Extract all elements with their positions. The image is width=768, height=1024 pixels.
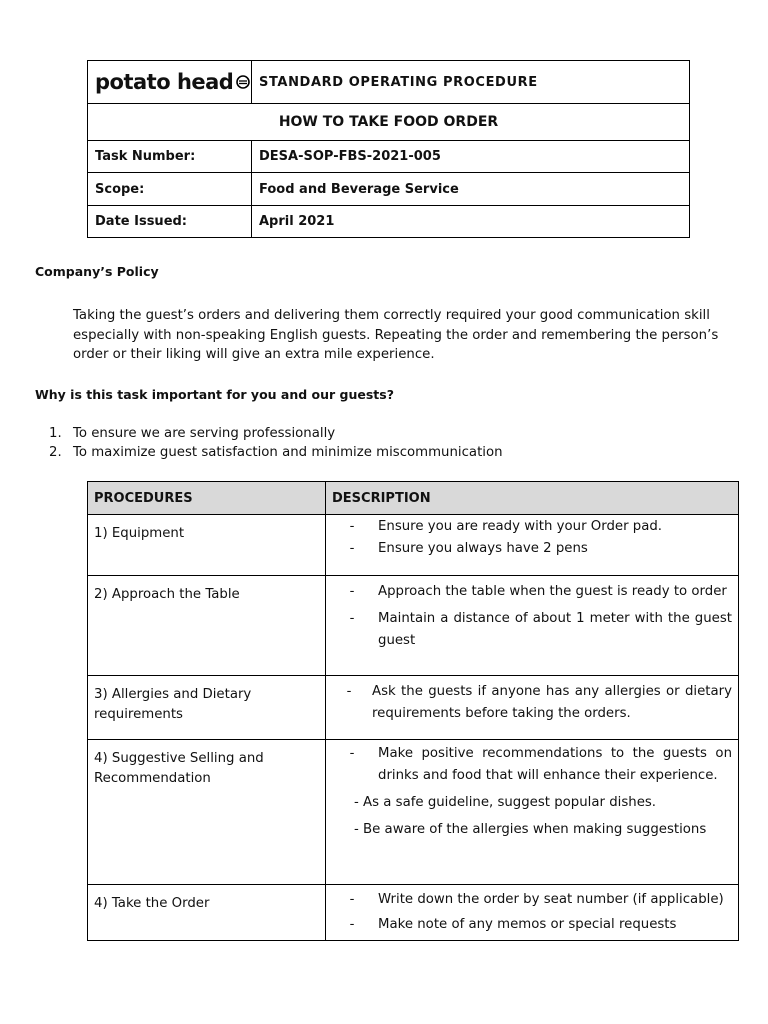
- description-line: Ask the guests if anyone has any allergies or dietary requirements before taking the orders.: [372, 684, 732, 721]
- logo-cell: [88, 61, 252, 104]
- potato-head-logo: potato head: [95, 70, 250, 94]
- description-line: - As a safe guideline, suggest popular dishes.: [354, 795, 657, 810]
- procedure-cell: 1) Equipment: [88, 515, 326, 576]
- procedures-column-header: PROCEDURES: [88, 482, 326, 515]
- description-line: Write down the order by seat number (if applicable): [378, 892, 724, 907]
- procedures-table: [87, 481, 739, 941]
- task-number-value: DESA-SOP-FBS-2021-005: [252, 141, 690, 173]
- description-column-header: DESCRIPTION: [326, 482, 739, 515]
- table-row: 4) Take the Order - Write down the order by seat number (if applicable) - Make note of any memos or special requests: [88, 885, 739, 941]
- sop-header-table: [87, 60, 690, 238]
- date-issued-label: Date Issued:: [88, 206, 252, 238]
- table-row: 2) Approach the Table - Approach the table when the guest is ready to order - Maintain a distance of about 1 meter with the guest guest: [88, 576, 739, 676]
- scope-label: Scope:: [88, 173, 252, 206]
- procedure-cell: 2) Approach the Table: [88, 576, 326, 676]
- description-line: Ensure you are ready with your Order pad.: [378, 519, 663, 534]
- scope-value: Food and Beverage Service: [252, 173, 690, 206]
- procedure-cell: 4) Suggestive Selling and Recommendation: [88, 740, 326, 885]
- policy-heading: Company’s Policy: [35, 264, 159, 279]
- importance-heading: Why is this task important for you and our guests?: [35, 387, 394, 402]
- policy-text: Taking the guest’s orders and delivering them correctly required your good communication skill especially with non-speaking English guests. Repeating the order and remembering the person’s order or their liking will give an extra mile experience.: [73, 308, 719, 362]
- logo-mark-icon: [236, 75, 250, 89]
- sop-title: STANDARD OPERATING PROCEDURE: [252, 61, 690, 104]
- procedure-cell: 4) Take the Order: [88, 885, 326, 941]
- list-item: 1. To ensure we are serving professionally: [49, 426, 336, 441]
- procedure-cell: 3) Allergies and Dietary requirements: [88, 676, 326, 740]
- list-item: 2. To maximize guest satisfaction and minimize miscommunication: [49, 445, 503, 460]
- description-line: Approach the table when the guest is ready to order: [378, 584, 727, 599]
- description-line: - Be aware of the allergies when making suggestions: [354, 822, 707, 837]
- doc-title: HOW TO TAKE FOOD ORDER: [88, 104, 690, 141]
- table-row: 4) Suggestive Selling and Recommendation - Make positive recommendations to the guests on drinks and food that will enhance their experience. - As a safe guideline, suggest popular dishes. - Be aware of the allergies when making suggestions: [88, 740, 739, 885]
- description-line: Make positive recommendations to the guests on drinks and food that will enhance their experience.: [378, 746, 732, 783]
- task-number-label: Task Number:: [88, 141, 252, 173]
- importance-list: [49, 424, 503, 462]
- description-line: Ensure you always have 2 pens: [378, 541, 588, 556]
- date-issued-value: April 2021: [252, 206, 690, 238]
- description-line: Maintain a distance of about 1 meter with the guest guest: [378, 611, 732, 648]
- description-line: Make note of any memos or special requests: [378, 917, 677, 932]
- table-row: 3) Allergies and Dietary requirements - Ask the guests if anyone has any allergies or dietary requirements before taking the orders.: [88, 676, 739, 740]
- table-row: 1) Equipment - Ensure you are ready with your Order pad. - Ensure you always have 2 pens: [88, 515, 739, 576]
